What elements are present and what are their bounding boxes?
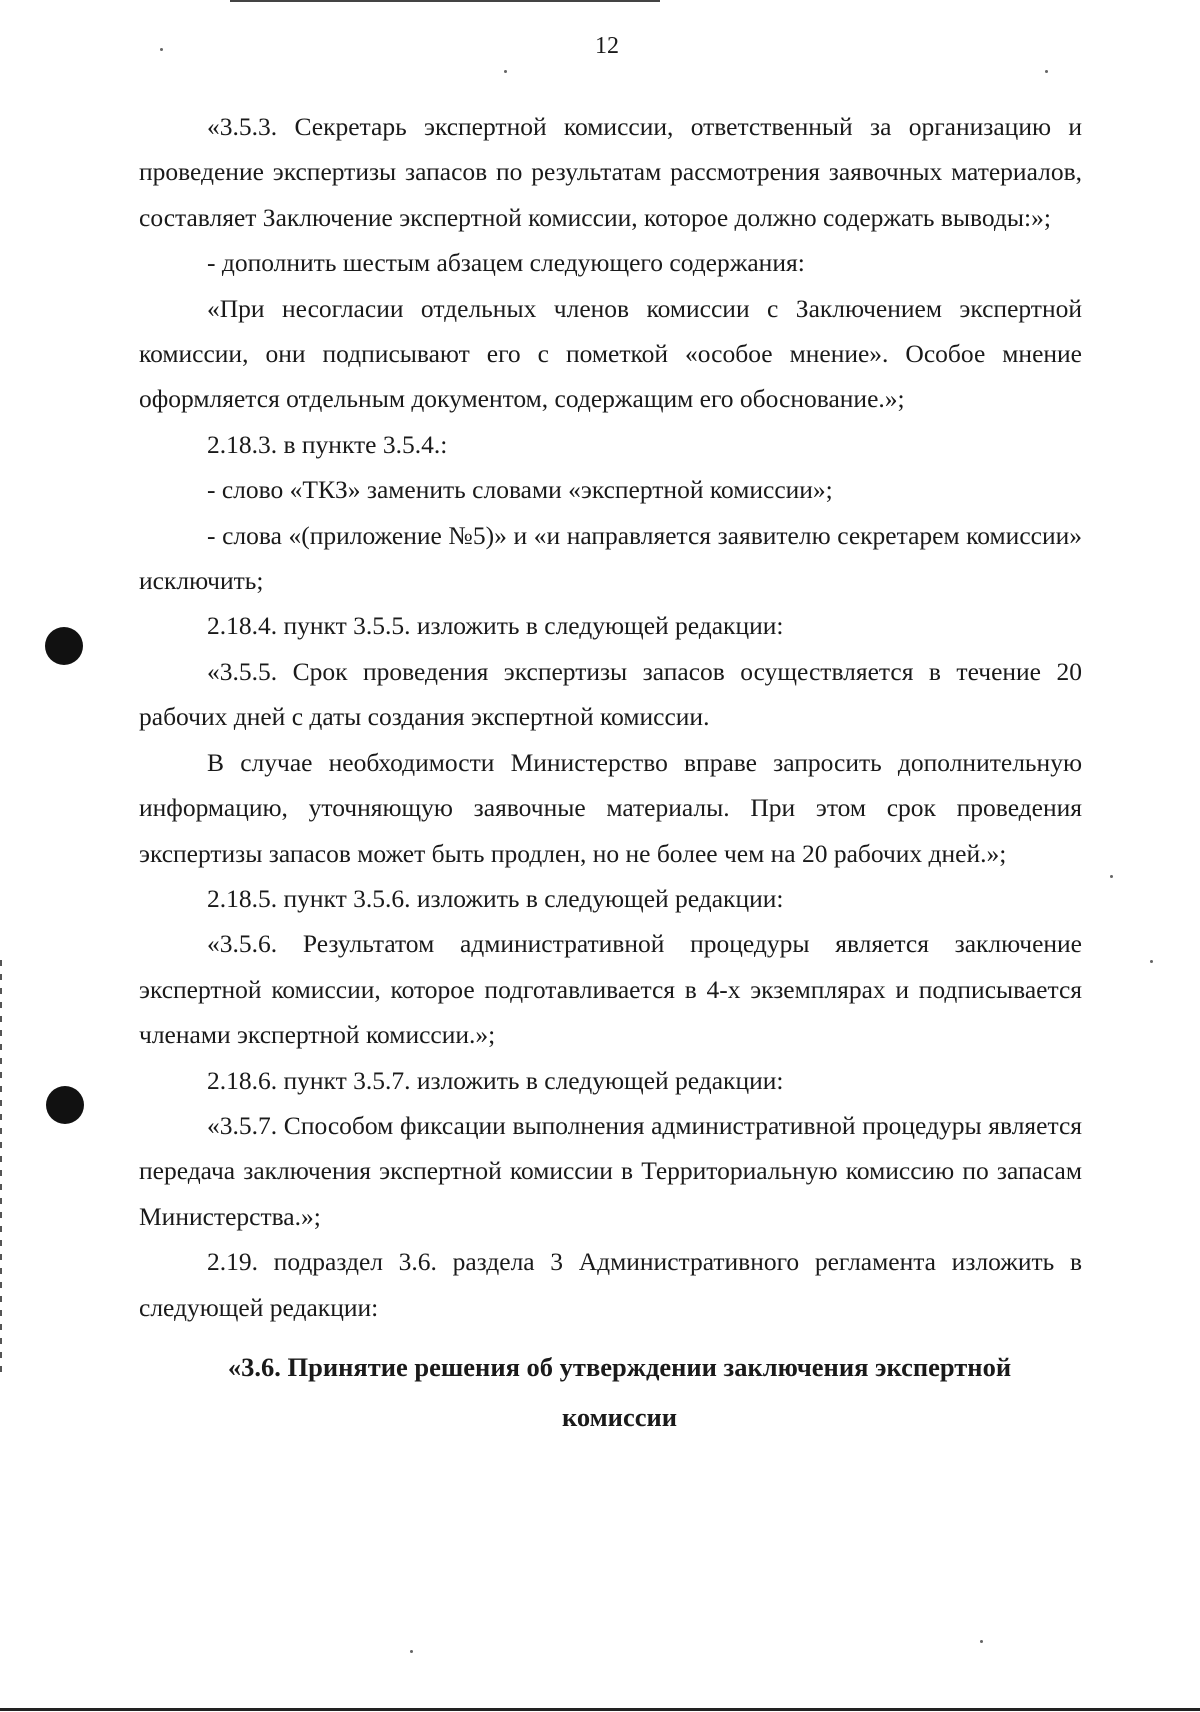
paragraph: «3.5.7. Способом фиксации выполнения административной процедуры является передача заключения экспертной комиссии в Территориальную комиссию по запасам Министерства.»; <box>139 1110 1082 1231</box>
paragraph: «3.5.6. Результатом административной процедуры является заключение экспертной комиссии, которое подготавливается в 4-х экземплярах и подписывается членами экспертной комиссии.»; <box>139 929 1082 1050</box>
section-heading-line: «3.6. Принятие решения об утверждении заключения экспертной <box>227 1351 1012 1382</box>
scan-speck <box>980 1640 983 1643</box>
paragraph: - слова «(приложение №5)» и «и направляется заявителю секретарем комиссии» исключить; <box>139 520 1082 596</box>
punch-hole <box>45 627 83 665</box>
scan-bottom-edge <box>0 1708 1200 1711</box>
scan-speck <box>1110 875 1113 878</box>
section-heading <box>139 1342 1082 1442</box>
paragraph: «3.5.3. Секретарь экспертной комиссии, ответственный за организацию и проведение экспертизы запасов по результатам рассмотрения заявочных материалов, составляет Заключение экспертной комиссии, которое должно содержать выводы:»; <box>139 112 1082 232</box>
paragraph: 2.18.4. пункт 3.5.5. изложить в следующей редакции: <box>207 611 784 641</box>
paragraph: 2.18.3. в пункте 3.5.4.: <box>207 429 448 459</box>
document-body <box>139 104 1082 1442</box>
scan-top-edge <box>230 0 660 2</box>
scan-speck <box>504 70 507 73</box>
paragraph: 2.19. подраздел 3.6. раздела 3 Административного регламента изложить в следующей редакции: <box>139 1247 1082 1322</box>
page-number: 12 <box>595 33 619 59</box>
scan-speck <box>1150 960 1153 963</box>
paragraph: «При несогласии отдельных членов комиссии с Заключением экспертной комиссии, они подписывают его с пометкой «особое мнение». Особое мнение оформляется отдельным документом, содержащим его обоснование.»; <box>139 293 1082 414</box>
paragraph: «3.5.5. Срок проведения экспертизы запасов осуществляется в течение 20 рабочих дней с даты создания экспертной комиссии. <box>139 656 1082 732</box>
scan-speck <box>160 48 163 51</box>
section-heading-line: комиссии <box>561 1401 678 1432</box>
scan-speck <box>410 1650 413 1653</box>
scan-left-edge <box>0 960 2 1380</box>
paragraph: - дополнить шестым абзацем следующего содержания: <box>207 248 805 278</box>
paragraph: - слово «ТКЗ» заменить словами «экспертной комиссии»; <box>207 475 833 505</box>
scan-speck <box>1045 70 1048 73</box>
paragraph: 2.18.6. пункт 3.5.7. изложить в следующей редакции: <box>207 1065 784 1095</box>
paragraph: В случае необходимости Министерство вправе запросить дополнительную информацию, уточняющую заявочные материалы. При этом срок проведения экспертизы запасов может быть продлен, но не более чем на 20 рабочих дней.»; <box>139 747 1082 868</box>
punch-hole <box>46 1086 84 1124</box>
paragraph: 2.18.5. пункт 3.5.6. изложить в следующей редакции: <box>207 883 784 913</box>
